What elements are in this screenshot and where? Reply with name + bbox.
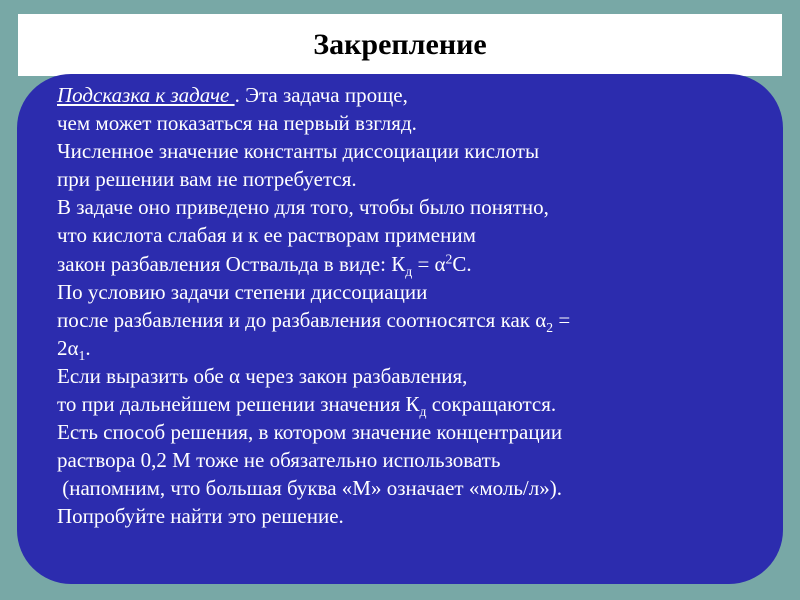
text-line-7 bbox=[57, 250, 757, 278]
text-line-4: при решении вам не потребуется. bbox=[57, 167, 357, 192]
text-line-6: что кислота слабая и к ее растворам применим bbox=[57, 223, 476, 248]
text-line-16: Попробуйте найти это решение. bbox=[57, 504, 344, 529]
equals-alpha: = α bbox=[412, 251, 446, 276]
text-line-9 bbox=[57, 306, 757, 334]
text-line-12 bbox=[57, 390, 757, 418]
kd-subscript: д bbox=[405, 263, 413, 279]
hint-label: Подсказка к задаче bbox=[57, 83, 235, 107]
text-line-8: По условию задачи степени диссоциации bbox=[57, 279, 428, 304]
alpha2-subscript: 2 bbox=[546, 319, 554, 335]
text-line-14: раствора 0,2 М тоже не обязательно использовать bbox=[57, 448, 501, 473]
ostwald-text: закон разбавления Оствальда в виде: К bbox=[57, 251, 406, 276]
alpha1-subscript: 1 bbox=[78, 347, 86, 363]
cancel-text: то при дальнейшем решении значения К bbox=[57, 392, 420, 417]
two-alpha: 2α bbox=[57, 335, 79, 360]
text-line-1 bbox=[57, 81, 757, 109]
text-line-13: Есть способ решения, в котором значение концентрации bbox=[57, 420, 563, 445]
alpha-squared: 2 bbox=[445, 251, 453, 267]
slide-title: Закрепление bbox=[313, 28, 487, 61]
text-line-10 bbox=[57, 334, 757, 362]
cancel-text-end: сокращаются. bbox=[426, 392, 557, 417]
hint-intro: . Эта задача проще, bbox=[234, 83, 408, 107]
text-line-3: Численное значение константы диссоциации кислоты bbox=[57, 139, 540, 164]
text-line-2: чем может показаться на первый взгляд. bbox=[57, 111, 417, 136]
title-bar bbox=[18, 14, 782, 76]
ratio-text: после разбавления и до разбавления соотносятся как α bbox=[57, 307, 547, 332]
text-line-15: (напомним, что большая буква «М» означает «моль/л»). bbox=[57, 476, 562, 501]
concentration-c: С. bbox=[452, 251, 472, 276]
hint-text bbox=[57, 81, 757, 531]
period: . bbox=[85, 335, 91, 360]
text-line-5: В задаче оно приведено для того, чтобы было понятно, bbox=[57, 195, 549, 220]
text-line-11: Если выразить обе α через закон разбавления, bbox=[57, 363, 468, 388]
kd-subscript-2: д bbox=[419, 403, 427, 419]
equals-sign: = bbox=[553, 307, 571, 332]
